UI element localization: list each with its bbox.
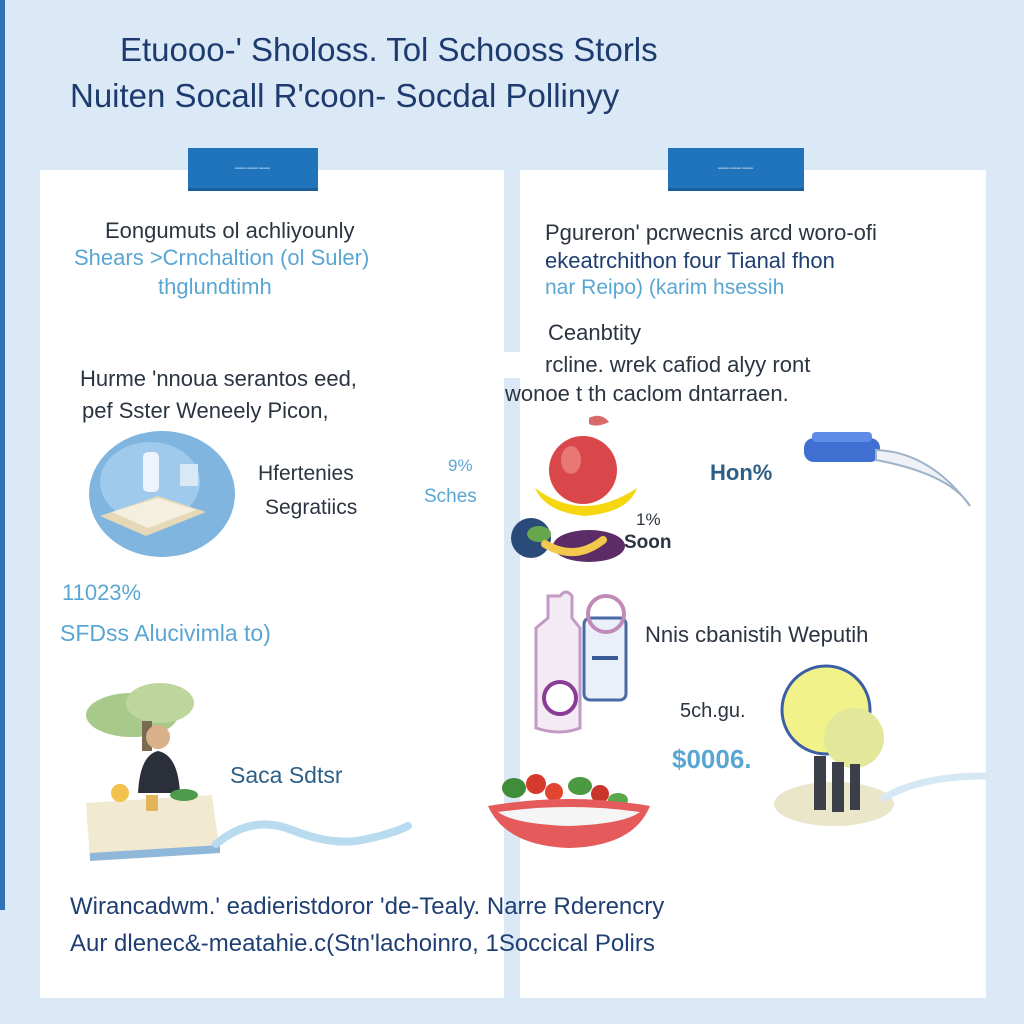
hon-label: Hon%: [710, 460, 773, 485]
left-side-label-2: Segratiics: [265, 496, 358, 519]
page-title: [70, 30, 970, 116]
bottle-illustration: [520, 588, 640, 738]
left-edge-bar: [0, 0, 5, 910]
left-tab-label: ———: [235, 162, 271, 174]
right-heading-3: nar Reipo) (karim hsessih: [545, 276, 785, 299]
capability-text-1: rcline. wrek cafiod alyy ront: [545, 352, 811, 377]
capability-text-2: wonoe t th caclom dntarraen.: [505, 381, 789, 406]
left-heading-2: Shears >Crnchaltion (ol Suler): [74, 245, 370, 270]
title-line-2: Nuiten Socall R'coon- Socdal Pollinyy: [70, 77, 620, 114]
person-tree-illustration: [80, 675, 225, 865]
left-subheading-1: Hurme 'nnoua serantos eed,: [80, 366, 357, 391]
bowl-illustration: [484, 766, 654, 856]
small-stat-label: Sches: [424, 486, 477, 507]
fruit-percent: 1%: [636, 510, 661, 529]
capability-title: Ceanbtity: [548, 320, 641, 345]
right-heading-1: Pgureron' pcrwecnis arcd woro-ofi: [545, 220, 877, 245]
left-panel-tab: [188, 148, 318, 191]
left-heading-3: thglundtimh: [158, 274, 272, 299]
lower-left-label: Saca Sdtsr: [230, 762, 343, 788]
sub-value: 5ch.gu.: [680, 700, 746, 722]
fruit-label: Soon: [624, 532, 672, 553]
small-stat: 9%: [448, 456, 473, 475]
right-panel-tab: [668, 148, 804, 191]
brush-illustration: [800, 430, 980, 510]
stat-label: SFDss Alucivimla to): [60, 620, 271, 646]
left-heading-1: Eongumuts ol achliyounly: [105, 218, 355, 243]
left-side-label-1: Hfertenies: [258, 462, 354, 485]
money-value: $0006.: [672, 744, 752, 774]
title-line-1: Etuooo-' Sholoss. Tol Schooss Storls: [120, 31, 658, 68]
right-wave-line: [880, 770, 990, 810]
stat-value: 11023%: [62, 580, 142, 605]
left-subheading-2: pef Sster Weneely Picon,: [82, 398, 329, 423]
study-scene-illustration: [88, 430, 238, 558]
mid-right-label: Nnis cbanistih Weputih: [645, 622, 869, 647]
right-tab-label: ———: [718, 162, 754, 174]
right-heading-2: ekeatrchithon four Tianal fhon: [545, 248, 835, 273]
footer-line-1: Wirancadwm.' eadieristdoror 'de-Tealy. Narre Rderencry: [70, 893, 665, 920]
panel-bridge: [500, 352, 540, 378]
left-wave-line: [212, 810, 412, 870]
footer-line-2: Aur dlenec&-meatahie.c(Stn'lachoinro, 1Soccical Polirs: [70, 930, 655, 957]
